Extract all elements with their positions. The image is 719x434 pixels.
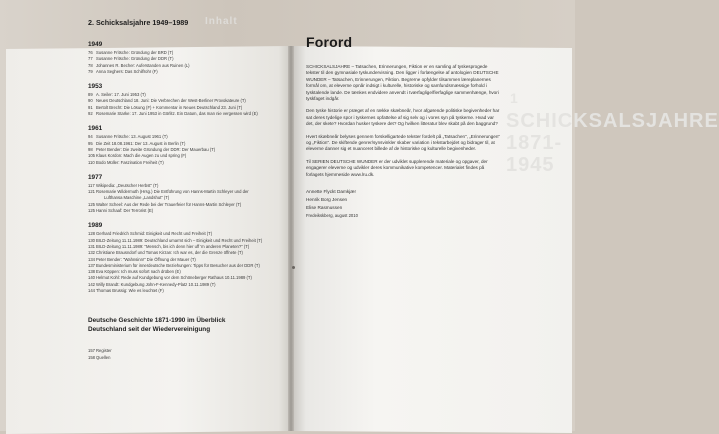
signatures [306, 188, 502, 220]
year-heading: 1977 [88, 173, 103, 181]
page-mark [292, 266, 295, 269]
toc-page-number: 91 [88, 104, 93, 110]
toc-page-number: 137 [88, 262, 95, 268]
toc-entry-text: Peter Bender: Die zweite Gründung der DDR: Der Mauerbau (T) [96, 146, 216, 152]
toc-page-number: 76 [88, 50, 93, 55]
toc-entry-text: Christiane Brausndorf und Tomas Kirzan: Ich war es, der die Grenze öffnete (T) [96, 250, 243, 256]
toc-page-number: 92 [88, 111, 93, 117]
year-heading: 1989 [88, 222, 103, 230]
toc-page-number: 131 [88, 243, 95, 249]
toc-page-number: 125 [88, 208, 95, 214]
toc-entry-text: BILD-Zeitung 11.11.1989: Deutschland umarmt sich – Einigkeit und Recht und Freiheit (T) [96, 237, 263, 243]
toc-entry-text: Anna Seghers: Das Schilfrohr (F) [96, 68, 158, 74]
toc-entry-text: Gerhard Friedrich Schmid: Einigkeit und Recht und Freiheit (T) [96, 231, 213, 237]
year-groups [88, 41, 278, 294]
toc-entry [88, 69, 278, 75]
left-ghost-heading: Inhalt [205, 16, 238, 27]
summary-title [88, 316, 278, 334]
toc-entry-text: Register [96, 348, 112, 354]
summary-title-line2: Deutschland seit der Wiedervereinigung [88, 326, 211, 334]
toc-page-number: 140 [88, 275, 95, 281]
signatory-name: Annette Flyckt Damkjær [306, 189, 357, 195]
toc-entry [88, 288, 278, 294]
toc-entry-text: Thomas Brussig: Wie es leuchtet (F) [96, 288, 164, 294]
foreword-heading: Forord [306, 34, 353, 50]
toc-entry-text: Hanni Schaaf: Der Terrorist (E) [96, 208, 154, 214]
toc-entry [88, 160, 278, 166]
toc-entry-text: Walter Scheel: Aus der Rede bei der Trauerfeier für Hanns-Martin Schleyer (T) [96, 201, 242, 207]
toc-entry-text: Susanne Fritsche: Gründung der BRD (T) [96, 50, 174, 55]
foreword-body [306, 64, 502, 178]
toc-page-number: 144 [88, 288, 95, 294]
toc-page-number: 157 [88, 348, 95, 354]
toc-entry [88, 208, 278, 214]
year-heading: 1961 [88, 125, 103, 133]
right-ghost-text: SCHICKSALSJAHRE 1871-1945 [506, 110, 719, 176]
foreword-paragraph: Til SERIEN DEUTSCHE WUNDER er der udviklet supplerende materiale og opgaver, der engagerer eleverne og udvikler deres kommunikative kompetencer. Materialet findes på forlagets hjemmeside www.lru.dk. [306, 158, 488, 177]
toc-entry-text: Helmut Kohl: Rede auf Kundgebung vor dem Schöneberger Rathaus 10.11.1989 (T) [96, 275, 252, 281]
toc-entry-text: Susanne Fritsche: Gründung der DDR (T) [96, 56, 174, 62]
toc-entry-text: Johannes R. Becher: Auferstanden aus Ruinen (L) [96, 62, 190, 68]
toc-entry-text: Willy Brandt: Kundgebung John-F-Kennedy-Platz 10.11.1989 (T) [96, 281, 216, 287]
toc-page-number: 95 [88, 140, 93, 146]
toc-page-number: 77 [88, 56, 93, 62]
toc-page-number: 121 [88, 189, 95, 195]
appendix-entry [88, 355, 278, 361]
toc-entry-text: Neues Deutschland 18. Juni: Die Verbrechen der West-Berliner Provokateure (T) [96, 98, 246, 104]
toc-entry-text: Klaus Kordon: Mach die Augen zu und spring (F) [96, 153, 187, 159]
section-title: 2. Schicksalsjahre 1949–1989 [88, 18, 189, 27]
toc-page-number: 78 [88, 62, 93, 68]
toc-entry [88, 111, 278, 117]
foreword-paragraph: Hvert skæbneår belyses gennem forskelligartede tekster fordelt på „Tatsachen", „Erinnerungen" og „Fiktion". De skiftende genrer/synsvinkler skaber variation i tekstarbejdet og bidrager til, at eleverne danner sig et nuanceret billede af de historiske og kulturelle begivenheder. [306, 133, 501, 152]
toc-page-number: 117 [88, 182, 95, 188]
signatory-list [306, 188, 502, 212]
appendix-list [88, 348, 278, 361]
right-ghost-number: 1 [510, 90, 518, 106]
foreword-paragraph: Den tyske historie er præget af en række skæbneår, hvor afgørende politiske begivenheder har sat deres tydelige spor i tyskernes opfattelse af sig selv og i vores syn på tyskerne. Hvad var det, der skete? Hvordan husker tyskere det? Og hvilken litteratur blev skabt på den baggrund? [306, 108, 500, 127]
toc-entry-text: Bundesministerium für innerdeutsche Beziehungen: Tipps für Besucher aus der DDR (T) [96, 262, 260, 268]
toc-entry-text: Eva Köppen: Ich muss sofort nach drüben (E) [96, 269, 181, 275]
toc-page-number: 110 [88, 159, 95, 165]
contents-list [88, 18, 278, 361]
summary-title-line1: Deutsche Geschichte 1871-1990 im Überblick [88, 317, 226, 325]
toc-entry-text: Die Zeit 18.08.1961: Der 13. August in Berlin (T) [96, 140, 186, 146]
year-heading: 1949 [88, 41, 103, 48]
book-gutter [288, 46, 294, 431]
toc-page-number: 158 [88, 354, 95, 360]
foreword [306, 34, 502, 220]
toc-page-number: 94 [88, 134, 93, 140]
toc-page-number: 125 [88, 201, 95, 207]
toc-entry-text: Peter Bender: "Wahnsinn!" Die Öffnung der Mauer (T) [96, 256, 196, 262]
signatory-name: Henrik Borg Jensen [306, 197, 348, 203]
toc-entry-text: Bertolt Brecht: Die Lösung (F) + Kommentar in Neues Deutschland 23. Juni (T) [96, 104, 243, 110]
toc-page-number: 130 [88, 237, 95, 243]
foreword-paragraph: SCHICKSALSJAHRE – Tatsachen, Erinnerungen, Fiktion er en samling af tyskesprogede tekster til den gymnasiale tyskundervisning. Den ligger i forlængelse af antologien DEUTSCHE WUNDER – Tatsachen, Erinnerungen, Fiktion. Begrerne opfylder tilsammen læreplanernes formål om, at eleverne opnår indsigt i kulturelle, historiske og samfundsmæssige forhold i tysktalende lande. De tænkes endvidere anvendt i tværfaglige/flerfaglige sammenhænge, hvori tyskfaget indgår. [306, 64, 499, 102]
place-date: Fredeikskberg, august 2010 [306, 213, 358, 219]
toc-entry-text: A. Seiler: 17. Juni 1953 (T) [96, 92, 146, 98]
toc-entry-text: Susanne Fritsche: 13. August 1961 (T) [96, 134, 168, 140]
toc-page-number: 128 [88, 231, 95, 237]
toc-entry-text: Rosemarie Wildermuth (Hrsg.) Die Entführung von Hanns-Martin Schleyer und der [96, 189, 249, 195]
toc-page-number: 138 [88, 269, 95, 275]
toc-entry-text: Wikipedia: „Deutscher Herbst" (T) [96, 182, 159, 188]
signatory-name: Elise Rasmussen [306, 205, 343, 211]
toc-page-number: 132 [88, 250, 95, 256]
toc-page-number: 98 [88, 146, 93, 152]
toc-page-number: 90 [88, 98, 93, 104]
toc-page-number: 89 [88, 92, 93, 98]
toc-page-number: 105 [88, 153, 95, 159]
year-heading: 1953 [88, 83, 103, 91]
toc-entry-text: BILD-Zeitung 11.11.1989: "Mensch, bis ich denn hier uff 'm anderen Planeten?" (T) [96, 243, 250, 249]
toc-page-number: 134 [88, 256, 95, 262]
toc-entry-text: Rosemarie Starke: 17. Juni 1953 in Görlitz. Ein Datum, das man nie vergessen wird (E) [96, 111, 258, 117]
toc-page-number: 142 [88, 281, 95, 287]
toc-page-number: 79 [88, 68, 93, 74]
toc-entry-text: Quellen [96, 354, 111, 360]
toc-entry-text: Bodo Müller: Faszination Freiheit (T) [96, 159, 164, 165]
toc-entry-text: Lufthansa Maschine „Landshut" (T) [104, 195, 170, 201]
